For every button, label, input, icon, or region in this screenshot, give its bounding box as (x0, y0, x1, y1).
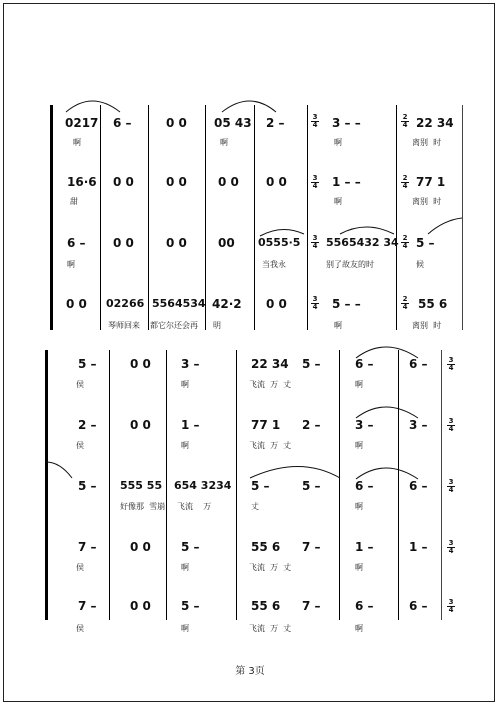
note-group: 55 6 (251, 599, 281, 613)
note-group: 0 0 (113, 236, 134, 250)
tie (356, 407, 418, 418)
lyric: 飞流 万 (177, 502, 212, 511)
note-group: 22 34 (251, 357, 289, 371)
note-group: 5 – (78, 357, 97, 371)
lyric: 飞流 万 丈 (249, 380, 292, 389)
note-group: 05 43 (214, 116, 252, 130)
note-group: 7 – (302, 540, 321, 554)
lyric: 侯 (76, 441, 84, 450)
note-group: 0 0 (113, 175, 134, 189)
lyric: 啊 (181, 563, 189, 572)
tie (356, 347, 418, 358)
note-group: 3 – – (332, 116, 361, 130)
lyric: 啊 (355, 563, 363, 572)
note-group: 1 – (355, 540, 374, 554)
note-group: 0 0 (266, 297, 287, 311)
time-signature-3-4: 3 4 (312, 174, 318, 190)
note-group: 0 0 (166, 116, 187, 130)
note-group: 0 0 (266, 175, 287, 189)
lyric: 丈 (251, 502, 259, 511)
slur (222, 101, 276, 112)
lyric: 啊 (181, 380, 189, 389)
time-signature-3-4: 3 4 (312, 234, 318, 250)
slur (66, 101, 120, 112)
note-group: 654 3234 (174, 479, 232, 492)
note-group: 2 – (78, 418, 97, 432)
slur (340, 227, 394, 234)
lyric: 侯 (76, 380, 84, 389)
note-group: 16·6 (67, 175, 97, 189)
page-number: 第 3页 (235, 666, 265, 677)
lyric: 啊 (67, 260, 75, 269)
note-group: 6 – (355, 599, 374, 613)
lyric: 甜 (70, 197, 78, 206)
time-signature-2-4: 2 4 (402, 295, 408, 311)
note-group: 1 – (409, 540, 428, 554)
lyric: 啊 (181, 624, 189, 633)
lyric: 啊 (355, 441, 363, 450)
lyric: 飞流 万 丈 (249, 563, 292, 572)
note-group: 3 – (409, 418, 428, 432)
note-group: 5 – (302, 479, 321, 493)
lyric: 好像那 雪崩 (120, 502, 166, 511)
note-group: 55 6 (418, 297, 448, 311)
lyric: 啊 (355, 624, 363, 633)
lyric: 琴师回来 (108, 321, 140, 330)
time-signature-2-4: 2 4 (402, 234, 408, 250)
time-signature-3-4: 3 4 (312, 295, 318, 311)
note-group: 5 – (251, 479, 270, 493)
note-group: 0 0 (130, 540, 151, 554)
note-group: 00 (218, 236, 235, 250)
note-group: 0 0 (66, 297, 87, 311)
note-group: 6 – (355, 357, 374, 371)
lyric: 明 (213, 321, 221, 330)
note-group: 02266 (106, 297, 145, 310)
lyric: 当我永 (262, 260, 286, 269)
note-group: 6 – (113, 116, 132, 130)
note-group: 7 – (78, 540, 97, 554)
slur (260, 229, 304, 236)
time-signature-3-4: 3 4 (312, 113, 318, 129)
lyric: 啊 (73, 138, 81, 147)
note-group: 5 – (181, 599, 200, 613)
lyric: 飞流 万 丈 (249, 624, 292, 633)
note-group: 5 – (416, 236, 435, 250)
tie (356, 468, 418, 479)
lyric: 侯 (76, 624, 84, 633)
note-group: 0 0 (166, 175, 187, 189)
time-signature-3-4: 3 4 (448, 356, 454, 372)
lyric: 啊 (334, 138, 342, 147)
note-group: 6 – (355, 479, 374, 493)
note-group: 77 1 (416, 175, 446, 189)
lyric: 啊 (334, 321, 342, 330)
note-group: 5 – (78, 479, 97, 493)
time-signature-3-4: 3 4 (448, 598, 454, 614)
lyric: 啊 (220, 138, 228, 147)
slur (46, 462, 72, 478)
note-group: 6 – (409, 357, 428, 371)
note-group: 2 – (266, 116, 285, 130)
note-group: 0 0 (130, 599, 151, 613)
note-group: 7 – (302, 599, 321, 613)
lyric: 候 (416, 260, 424, 269)
note-group: 0217 (65, 116, 99, 130)
note-group: 0 0 (218, 175, 239, 189)
note-group: 5565432 34 (326, 236, 399, 249)
time-signature-3-4: 3 4 (448, 539, 454, 555)
lyric: 别了故友的时 (326, 260, 374, 269)
note-group: 0 0 (130, 357, 151, 371)
time-signature-2-4: 2 4 (402, 174, 408, 190)
slur (250, 467, 340, 479)
lyric: 都它尔还会再 (150, 321, 198, 330)
note-group: 5564534 (152, 297, 206, 310)
note-group: 5 – – (332, 297, 361, 311)
note-group: 5 – (302, 357, 321, 371)
note-group: 7 – (78, 599, 97, 613)
note-group: 0555·5 (258, 236, 301, 249)
slur (428, 218, 462, 234)
note-group: 6 – (409, 599, 428, 613)
lyric: 离别 时 (412, 197, 442, 206)
lyric: 啊 (355, 380, 363, 389)
lyric: 侯 (76, 563, 84, 572)
lyric: 离别 时 (412, 138, 442, 147)
note-group: 3 – (181, 357, 200, 371)
lyric: 啊 (181, 441, 189, 450)
note-group: 5 – (181, 540, 200, 554)
note-group: 3 – (355, 418, 374, 432)
note-group: 0 0 (166, 236, 187, 250)
note-group: 0 0 (130, 418, 151, 432)
lyric: 飞流 万 丈 (249, 441, 292, 450)
note-group: 1 – (181, 418, 200, 432)
note-group: 22 34 (416, 116, 454, 130)
note-group: 1 – – (332, 175, 361, 189)
note-group: 55 6 (251, 540, 281, 554)
note-group: 6 – (67, 236, 86, 250)
note-group: 42·2 (212, 297, 242, 311)
lyric: 啊 (334, 197, 342, 206)
lyric: 啊 (355, 502, 363, 511)
time-signature-2-4: 2 4 (402, 113, 408, 129)
time-signature-3-4: 3 4 (448, 478, 454, 494)
note-group: 2 – (302, 418, 321, 432)
note-group: 77 1 (251, 418, 281, 432)
note-group: 6 – (409, 479, 428, 493)
time-signature-3-4: 3 4 (448, 417, 454, 433)
note-group: 555 55 (120, 479, 163, 492)
lyric: 离别 时 (412, 321, 442, 330)
